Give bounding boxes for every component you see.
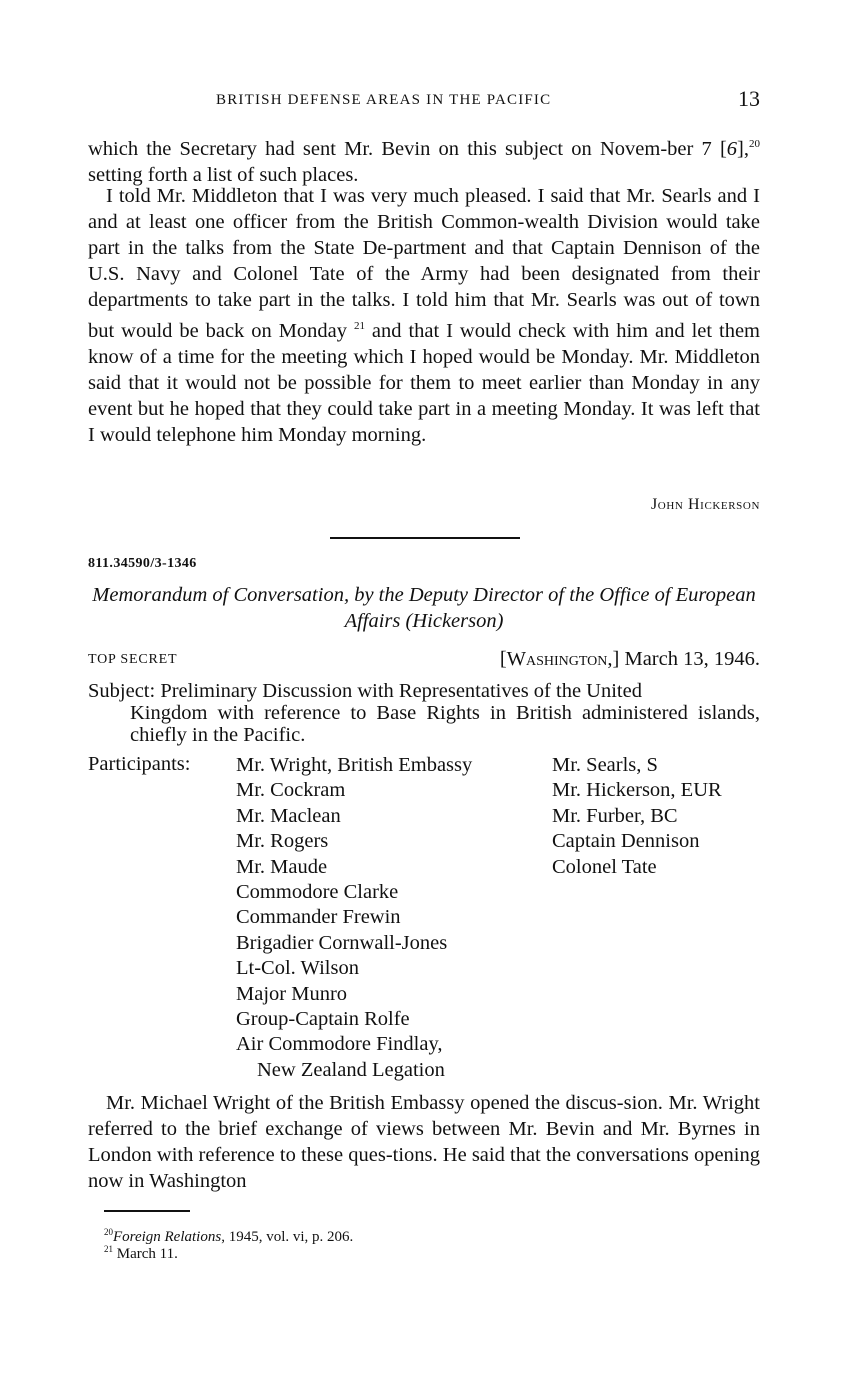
paragraph-continuation (88, 131, 760, 188)
dateline-date: March 13, 1946. (619, 648, 760, 670)
participant: Mr. Maude (236, 855, 328, 878)
para2-text-b: and that I would check with him and let them know of a time for the meeting which I hoped would be Monday. Mr. Middleton said that it would not be possible for them to meet earlier than Monday in any event but he hoped that they could take part in a meeting Monday. It was left that I would telephone him Monday morning. (88, 319, 761, 446)
memo-heading-text: Memorandum of Conversation, by the Deputy Director of the Office of European Affairs ( (92, 584, 756, 632)
participant: Lt-Col. Wilson (236, 957, 359, 980)
participant: Group-Captain Rolfe (236, 1008, 410, 1031)
footnote-21 (104, 1241, 178, 1263)
participant: Air Commodore Findlay, (236, 1033, 443, 1056)
participant: Mr. Furber, BC (552, 804, 678, 827)
para1-text-a: which the Secretary had sent Mr. Bevin on this subject on Novem-ber 7 [ (88, 137, 727, 160)
footnote-divider (104, 1210, 190, 1212)
signature: John Hickerson (650, 496, 760, 513)
footnote-title: Foreign Relations (113, 1229, 222, 1245)
footnote-number: 20 (104, 1227, 113, 1237)
para1-italic-date: 6 (726, 137, 738, 160)
participant: Brigadier Cornwall-Jones (236, 931, 448, 954)
footnote-number: 21 (104, 1244, 113, 1254)
para1-text-d: setting forth a list of such places. (88, 163, 359, 186)
participant: Colonel Tate (552, 855, 657, 878)
file-number: 811.34590/3-1346 (88, 556, 197, 571)
participant: Commander Frewin (236, 906, 401, 929)
subject-line1: Preliminary Discussion with Representatives of the United (160, 680, 642, 702)
dateline (500, 648, 760, 671)
running-header-title: BRITISH DEFENSE AREAS IN THE PACIFIC (216, 92, 552, 108)
section-divider (330, 537, 520, 539)
footnote-ref-20: 20 (749, 138, 760, 150)
page-number: 13 (738, 86, 760, 111)
participant: Commodore Clarke (236, 881, 399, 904)
participants-british-list (236, 753, 472, 1083)
participant: Mr. Rogers (236, 830, 329, 853)
participants-american-list (552, 753, 722, 880)
classification-label: TOP SECRET (88, 652, 178, 667)
participant: Captain Dennison (552, 830, 700, 853)
memo-heading-close: ) (496, 610, 504, 632)
participant: Mr. Cockram (236, 779, 346, 802)
dateline-place: [Washington,] (499, 648, 620, 670)
participant: Mr. Hickerson, EUR (552, 779, 722, 802)
participant: Major Munro (236, 982, 348, 1005)
footnote-text: , 1945, vol. vi, p. 206. (221, 1229, 354, 1245)
subject-label: Subject: (88, 680, 156, 702)
paragraph-wright: Mr. Michael Wright of the British Embassy opened the discus-sion. Mr. Wright referred to the brief exchange of views between Mr. Bevin and Mr. Byrnes in London with reference to these ques-tions. He said that the conversations opening now in Washington (88, 1092, 760, 1192)
para1-text-c: ], (737, 137, 749, 160)
participants-label: Participants: (88, 753, 191, 775)
participant: Mr. Searls, S (552, 754, 658, 776)
paragraph-middleton (88, 183, 760, 448)
participant: Mr. Wright, British Embassy (236, 754, 473, 776)
subject-continuation: Kingdom with reference to Base Rights in British administered islands, chiefly in the Pacific. (130, 702, 760, 746)
running-header (88, 86, 760, 116)
memo-heading (88, 582, 760, 634)
subject-block (88, 680, 760, 746)
memo-heading-name: Hickerson (412, 610, 497, 632)
participant: Mr. Maclean (236, 804, 341, 827)
footnote-text: March 11. (116, 1246, 178, 1262)
participant-continuation: New Zealand Legation (257, 1058, 445, 1081)
footnote-ref-21: 21 (353, 320, 365, 332)
para2-text-a: I told Mr. Middleton that I was very much pleased. I said that Mr. Searls and I and at least one officer from the British Common-wealth Division would take part in the talks from the State De-partment and that Captain Dennison of the U.S. Navy and Colonel Tate of the Army had been designated from their departments to take part in the talks. I told him that Mr. Searls was out of town but would be back on Monday (88, 185, 760, 342)
